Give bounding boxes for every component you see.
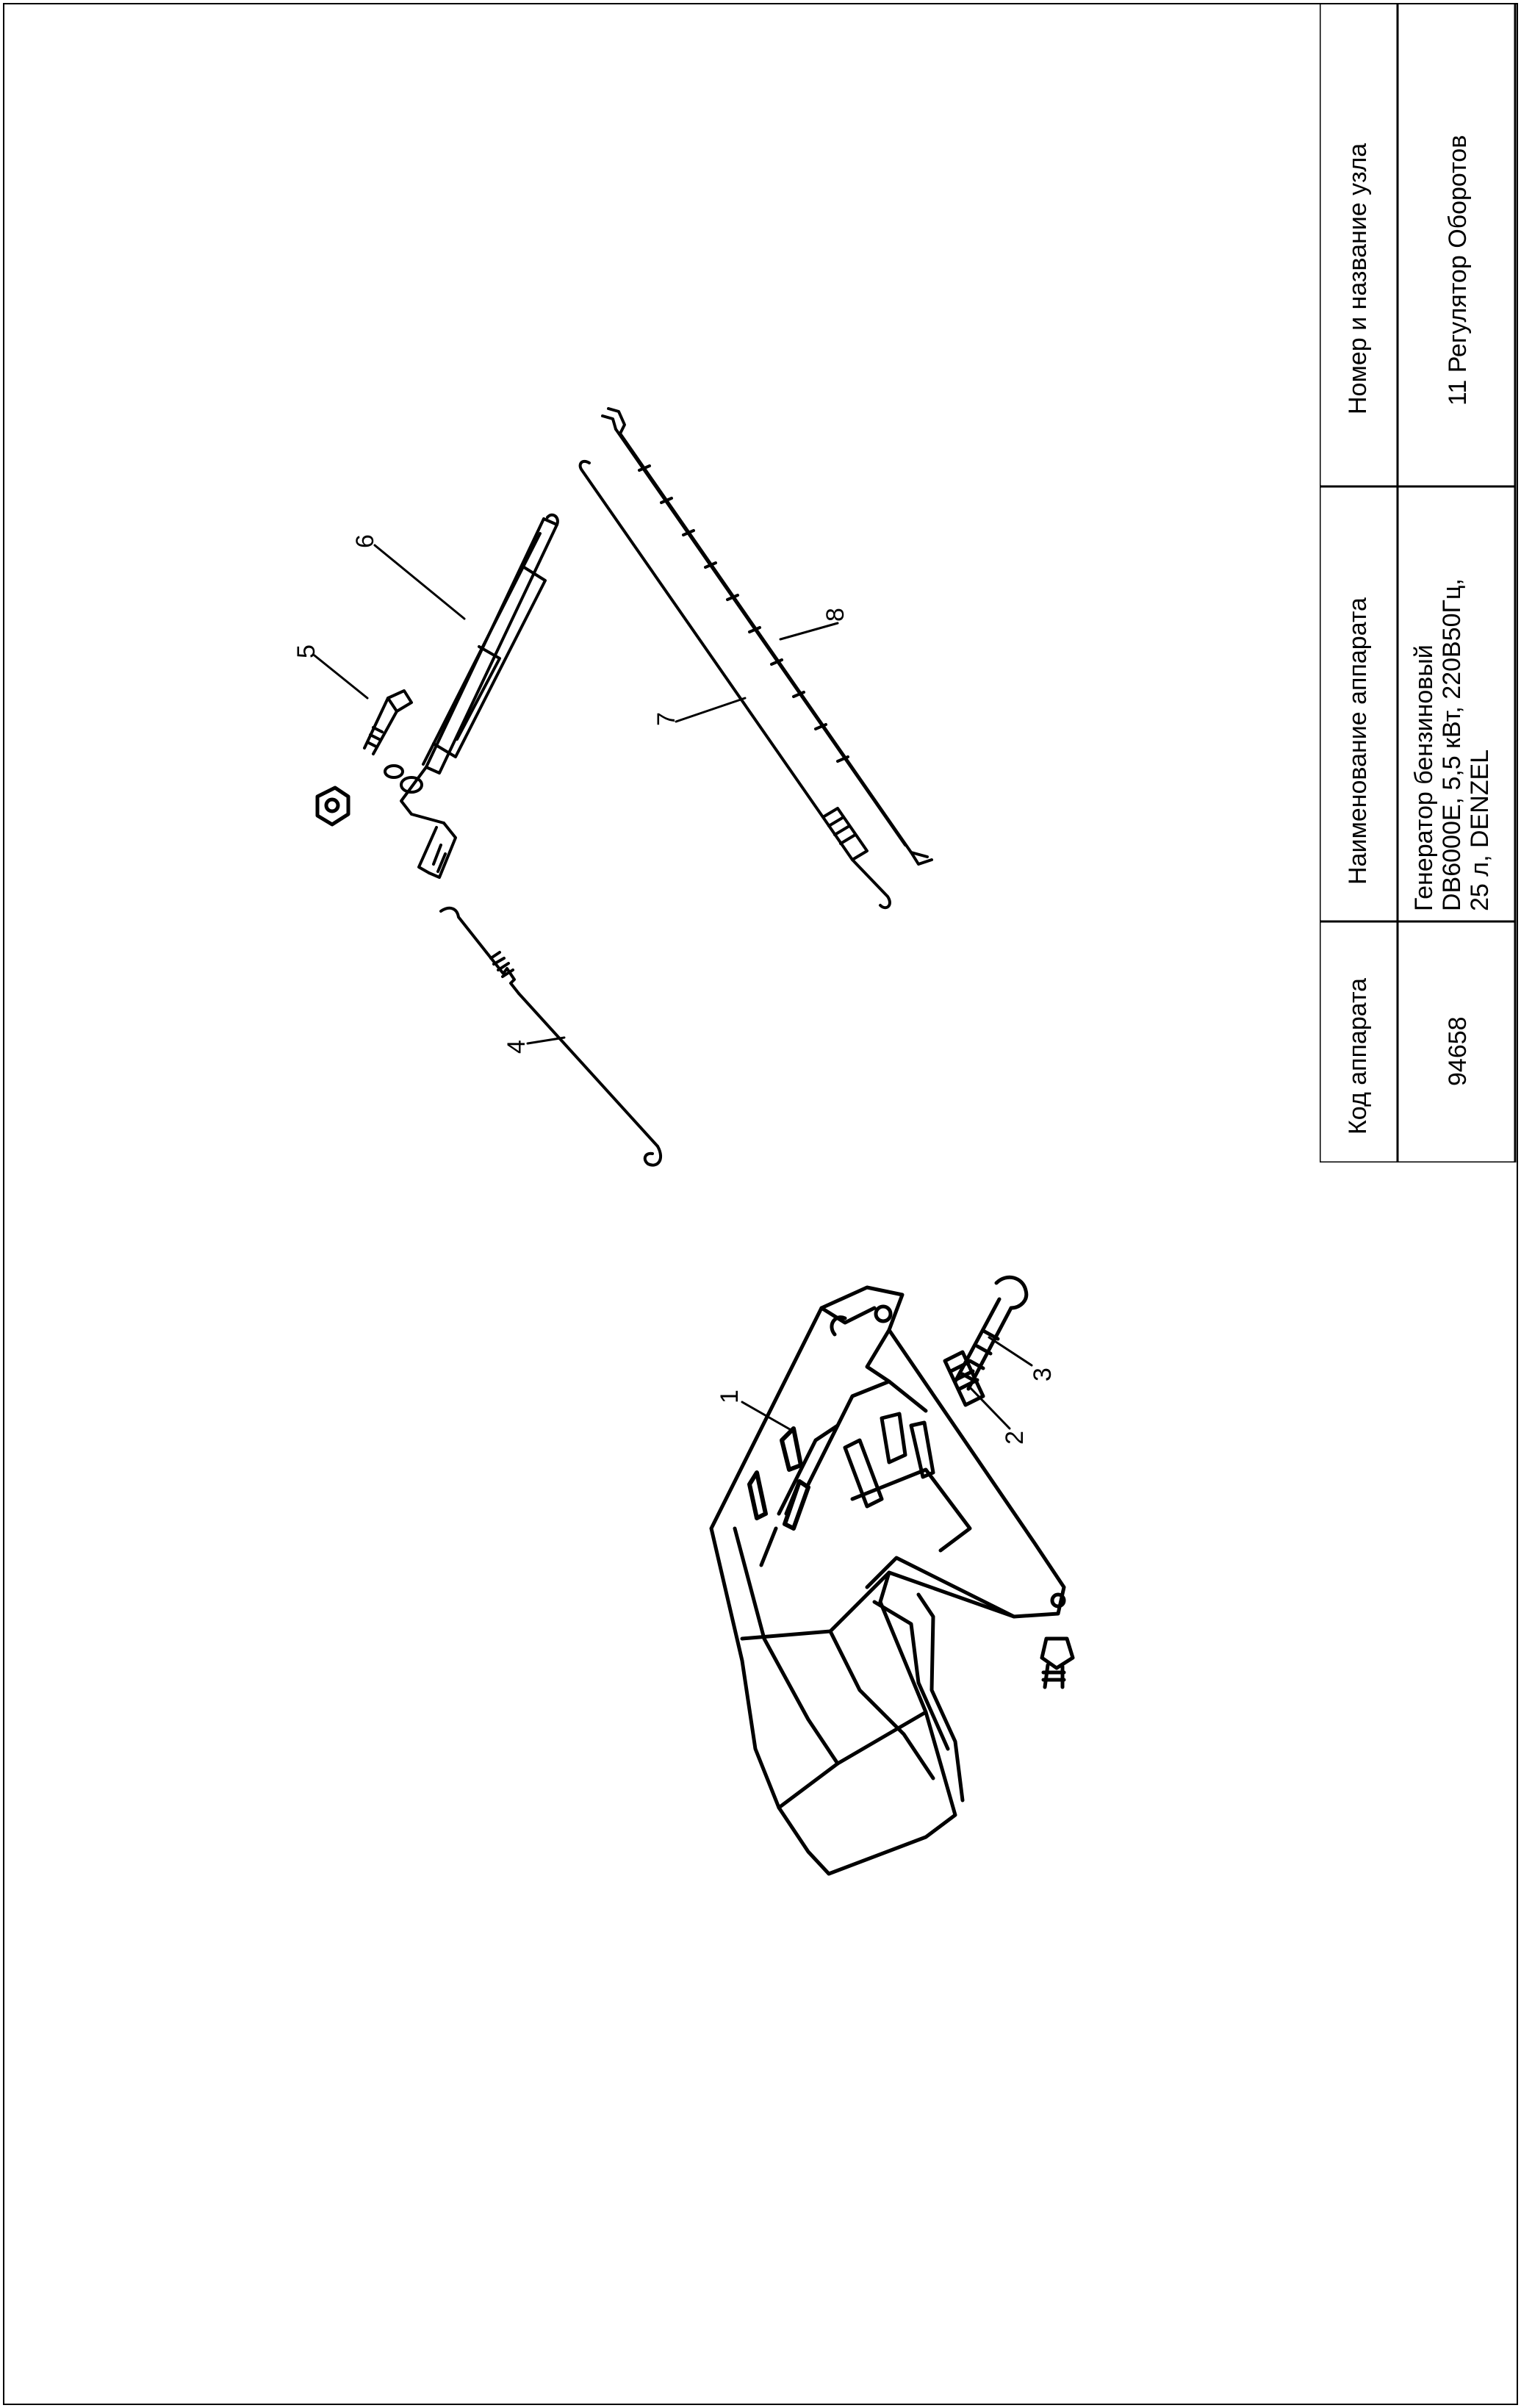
callout-2: 2 <box>1001 1431 1029 1445</box>
callout-8: 8 <box>821 608 849 622</box>
bracket-bolt <box>1042 1639 1073 1687</box>
part-6-governor-arm <box>385 515 558 877</box>
value-name-line2: DB6000E, 5,5 кВт, 220В50Гц, <box>1438 578 1466 911</box>
part-1-bracket <box>711 1287 1064 1874</box>
callout-4: 4 <box>503 1040 531 1054</box>
header-unit: Номер и название узла <box>1344 143 1372 414</box>
part-7-long-rod <box>580 461 890 908</box>
part-8-double-rod <box>603 409 932 864</box>
callout-5: 5 <box>292 644 320 658</box>
header-name: Наименование аппарата <box>1344 597 1372 885</box>
value-name-line1: Генератор бензиновый <box>1410 644 1438 911</box>
callout-7: 7 <box>652 712 680 726</box>
part-4-link-rod <box>441 908 661 1165</box>
callout-6: 6 <box>351 534 379 548</box>
part-3-screw <box>955 1277 1026 1389</box>
nut <box>317 788 348 824</box>
callout-3: 3 <box>1029 1367 1057 1381</box>
value-code: 94658 <box>1444 1016 1472 1086</box>
callout-1: 1 <box>716 1390 744 1404</box>
callout-labels <box>292 534 1057 1445</box>
value-name-line3: 25 л, DENZEL <box>1466 749 1494 911</box>
leader-lines <box>314 545 1032 1431</box>
header-code: Код аппарата <box>1344 977 1372 1135</box>
value-unit: 11 Регулятор Оборотов <box>1444 134 1472 406</box>
part-5-pin <box>364 691 411 754</box>
part-2-spring <box>945 1352 983 1405</box>
title-block <box>1320 3 1518 1162</box>
